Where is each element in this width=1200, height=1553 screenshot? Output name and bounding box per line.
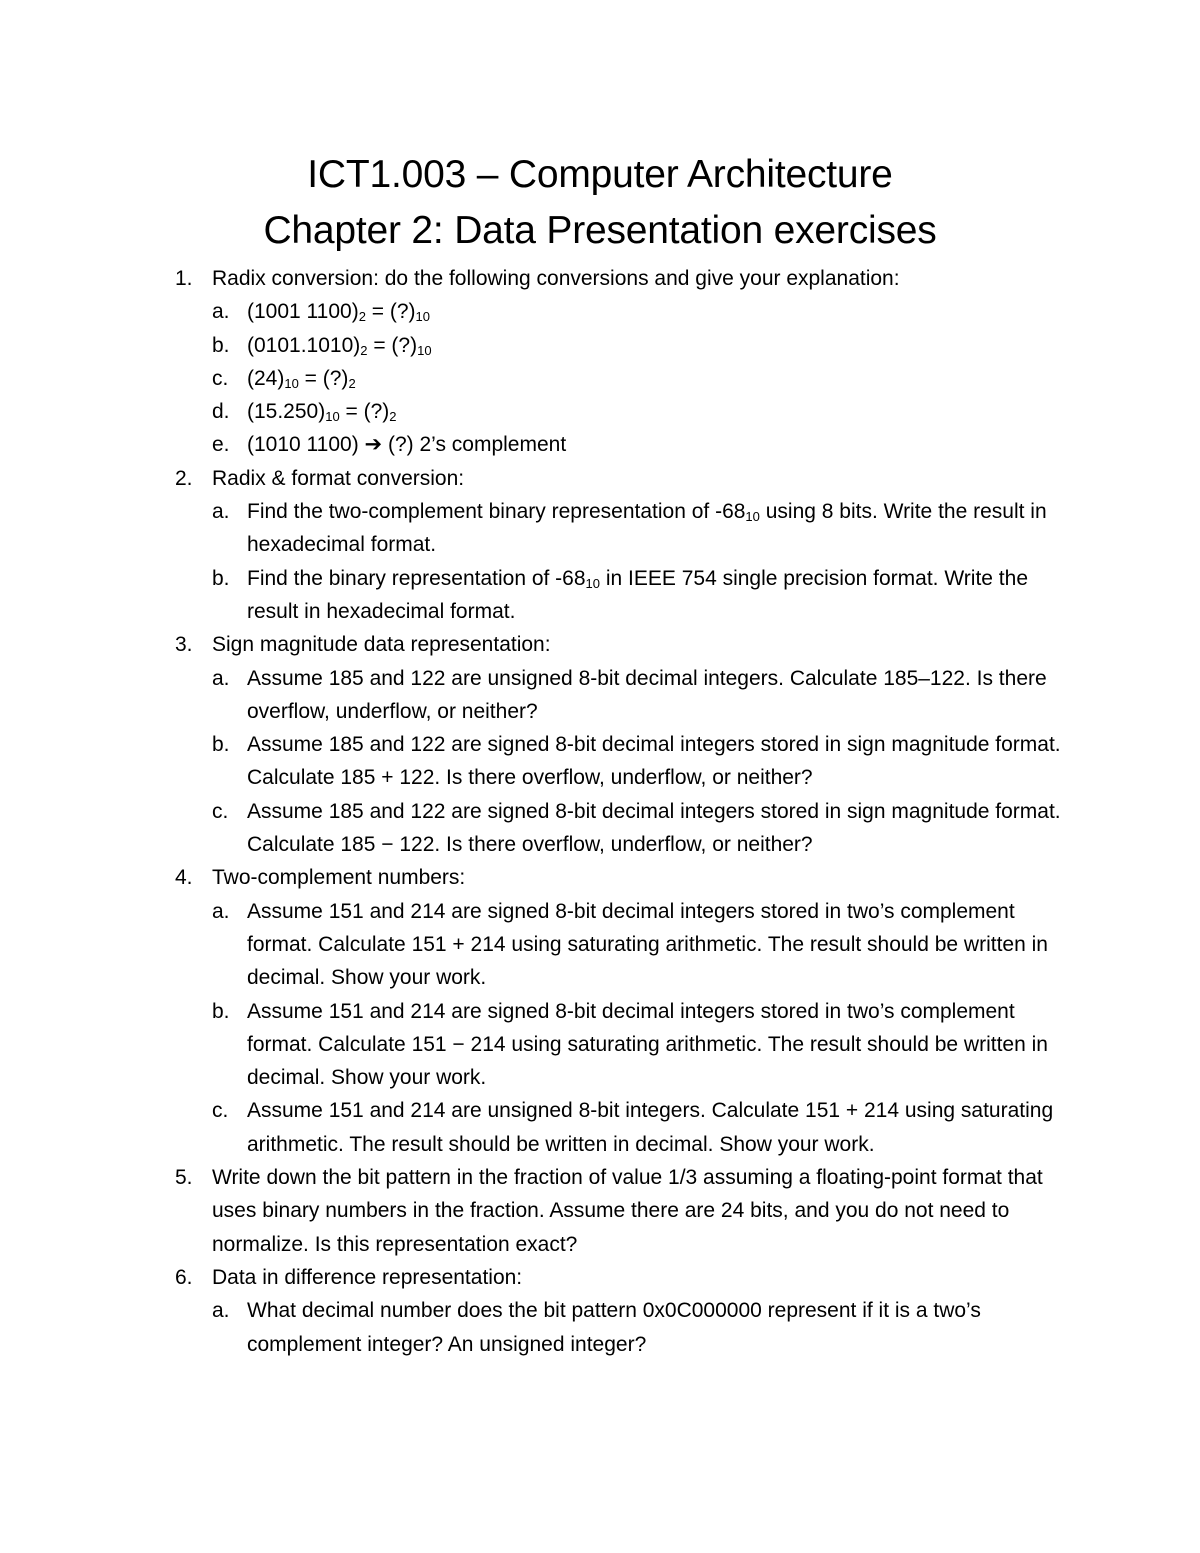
right-arrow-icon: ➔ (364, 433, 383, 457)
question-text: Sign magnitude data representation: (212, 633, 551, 657)
question-number: 2. (175, 466, 193, 490)
question-text: Radix & format conversion: (212, 466, 465, 490)
sub-letter: c. (212, 799, 229, 823)
question-text: Two-complement numbers: (212, 866, 466, 890)
sub-question-3b (0, 728, 1200, 795)
sub-letter: b. (212, 733, 230, 757)
sub-text: (1001 $1100)_2$ = $(?)_{10}$ (247, 300, 431, 325)
question-number: 5. (175, 1166, 193, 1190)
sub-text: Find the binary representation of $-68_{10}$ in IEEE 754 single precision format. Write the result in hexadecimal format. (247, 566, 1028, 623)
question-4 (0, 861, 1200, 894)
sub-text: (1010 1100) ➔ (?) 2’s complement (247, 433, 567, 457)
sub-text: Assume 151 and 214 are signed 8-bit decimal integers stored in two’s complement format. Calculate 151 + 214 using saturating arithmetic. The result should be written in decimal. Show your work. (247, 899, 1048, 990)
question-number: 1. (175, 267, 193, 290)
sub-letter: d. (212, 400, 230, 424)
question-number: 4. (175, 866, 193, 890)
sub-question-6a (0, 1294, 1200, 1361)
sub-question-4a (0, 895, 1200, 995)
question-number: 3. (175, 633, 193, 657)
question-text: Radix conversion: do the following conversions and give your explanation: (212, 267, 900, 290)
sub-letter: a. (212, 300, 230, 324)
sub-text: Assume 185 and 122 are unsigned 8-bit decimal integers. Calculate 185–122. Is there overflow, underflow, or neither? (247, 666, 1047, 723)
sub-text: Assume 185 and 122 are signed 8-bit decimal integers stored in sign magnitude format. Calculate 185 − 122. Is there overflow, underflow, or neither? (247, 799, 1061, 857)
sub-text: Assume 151 and 214 are unsigned 8-bit integers. Calculate 151 + 214 using saturating arithmetic. The result should be written in decimal. Show your work. (247, 1099, 1054, 1156)
sub-question-1d (0, 395, 1200, 428)
sub-letter: a. (212, 1299, 230, 1323)
sub-question-2a (0, 495, 1200, 562)
sub-text: $(15.250)_{10}$ = $(?)_2$ (247, 400, 397, 425)
sub-question-1c (0, 362, 1200, 395)
sub-letter: a. (212, 666, 230, 690)
sub-text: Assume 151 and 214 are signed 8-bit decimal integers stored in two’s complement format. Calculate 151 − 214 using saturating arithmetic. The result should be written in decimal. Show your work. (247, 999, 1048, 1090)
question-number: 6. (175, 1265, 193, 1289)
question-3 (0, 628, 1200, 661)
sub-letter: c. (212, 1099, 229, 1123)
sub-question-1a (0, 295, 1200, 328)
question-1 (0, 262, 1200, 295)
sub-letter: e. (212, 433, 230, 457)
sub-text: $(24)_{10}$ = $(?)_2$ (247, 366, 356, 391)
document-title: ICT1.003 – Computer Architecture (307, 153, 893, 196)
sub-question-3a (0, 662, 1200, 729)
sub-text: Find the two-complement binary representation of $-68_{10}$ using 8 bits. Write the result in hexadecimal format. (247, 500, 1047, 557)
sub-question-3c (0, 795, 1200, 862)
sub-letter: b. (212, 999, 230, 1023)
question-text: Write down the bit pattern in the fraction of value 1/3 assuming a floating-point format that uses binary numbers in the fraction. Assume there are 24 bits, and you do not need to normalize. Is this representation exact? (212, 1166, 1043, 1256)
sub-text: $(0101.1010)_2$ = $(?)_{10}$ (247, 333, 432, 358)
question-5 (0, 1161, 1200, 1261)
sub-letter: a. (212, 899, 230, 923)
sub-letter: c. (212, 366, 229, 390)
sub-text: Assume 185 and 122 are signed 8-bit decimal integers stored in sign magnitude format. Calculate 185 + 122. Is there overflow, underflow, or neither? (247, 733, 1061, 790)
sub-letter: b. (212, 566, 230, 590)
sub-question-1b (0, 329, 1200, 362)
sub-letter: b. (212, 333, 230, 357)
sub-question-1e (0, 428, 1200, 461)
sub-letter: a. (212, 500, 230, 524)
question-text: Data in difference representation: (212, 1265, 523, 1289)
sub-question-4c (0, 1094, 1200, 1161)
sub-text: What decimal number does the bit pattern 0x0C000000 represent if it is a two’s complement integer? An unsigned integer? (247, 1299, 981, 1356)
exercise-list (0, 262, 1200, 1361)
question-6 (0, 1261, 1200, 1294)
sub-question-4b (0, 995, 1200, 1095)
question-2 (0, 462, 1200, 495)
document-subtitle: Chapter 2: Data Presentation exercises (263, 209, 937, 252)
sub-question-2b (0, 562, 1200, 629)
